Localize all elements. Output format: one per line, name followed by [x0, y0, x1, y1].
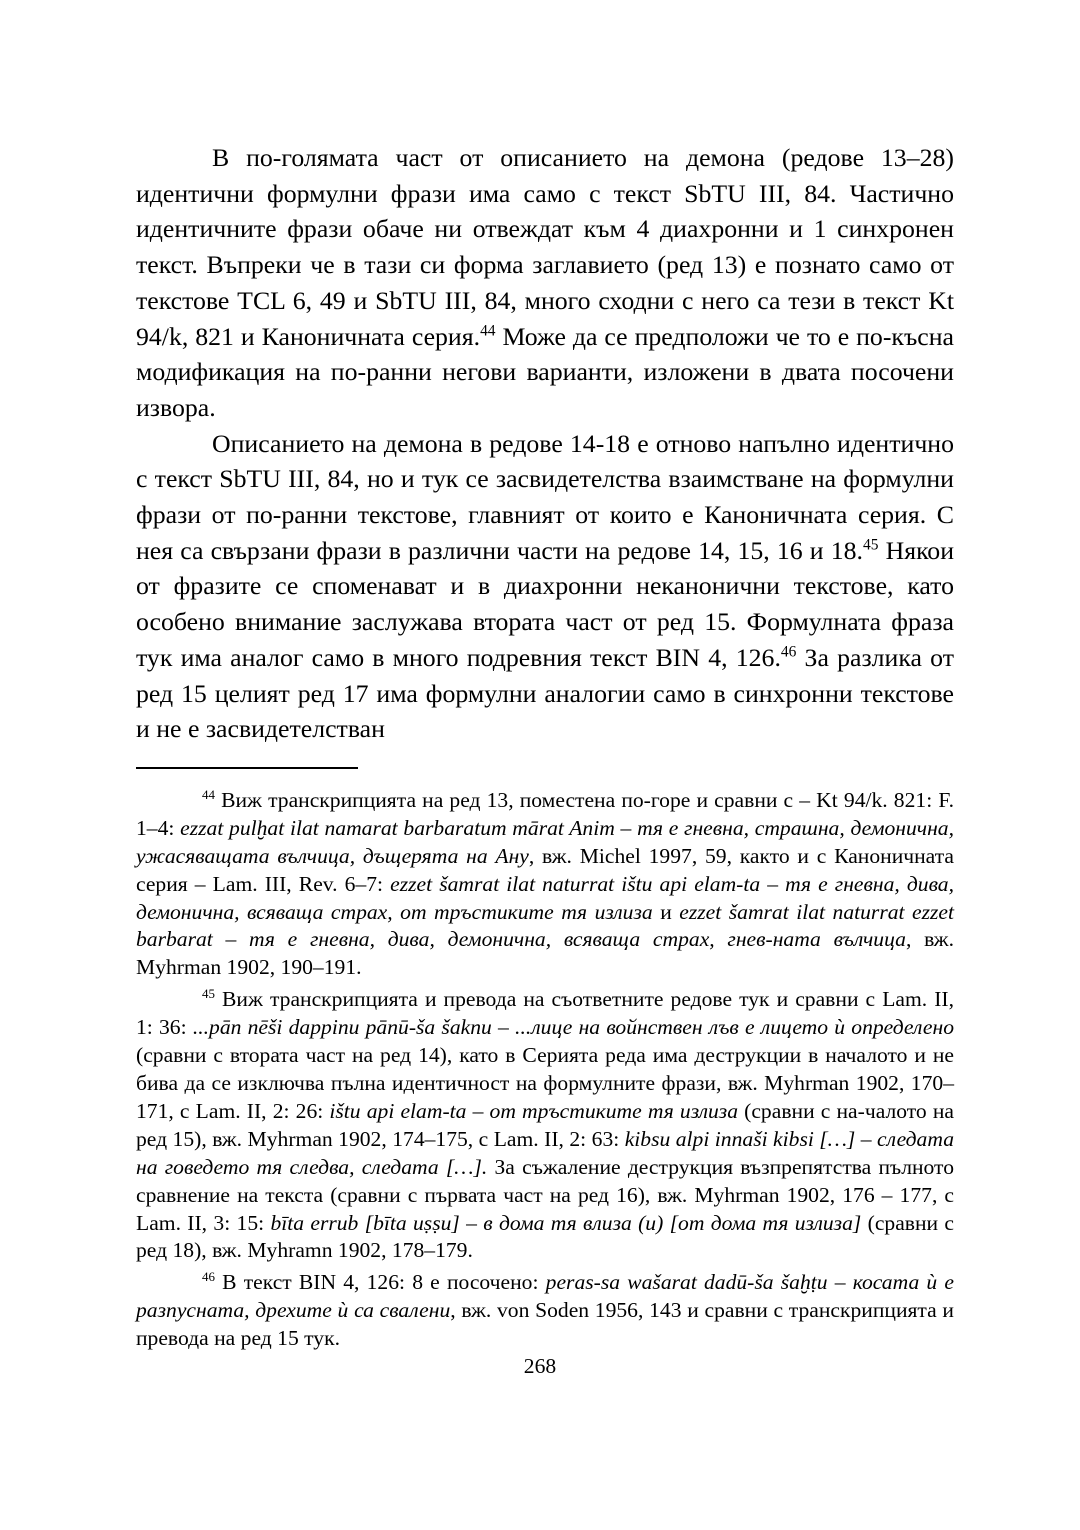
footnote-45-italic-4: bīta errub [bīta uṣṣu] – в дома тя влиза (и) [от дома тя излиза] [270, 1210, 862, 1235]
footnote-44-number: 44 [202, 786, 215, 802]
paragraph-2 [136, 426, 954, 747]
footnote-46 [136, 1269, 954, 1353]
footnote-44 [136, 787, 954, 982]
footnote-46-number: 46 [202, 1269, 215, 1285]
footnote-44-italic-1: ezzat pulḫat ilat namarat barbaratum mārat Anim – тя е гневна, страшна, демонична, ужасяващата вълчица, дъщерята на Ану [136, 815, 954, 868]
footnote-44-text-3: и [652, 899, 680, 924]
paragraph-2-text-a: Описанието на демона в редове 14-18 е отново напълно идентично с текст SbTU III, 84, но и тук се засвидетелства взаимстване на формулни фрази от по-ранни текстове, главният от които е Каноничната серия. С нея са свързани фрази в различни части на редове 14, 15, 16 и 18. [136, 428, 954, 565]
footnote-45-number: 45 [202, 986, 215, 1002]
footnote-45 [136, 986, 954, 1265]
footnote-44-italic-3: ezzet šamrat ilat naturrat ezzet barbarat – тя е гневна, дива, демонична, всяваща страх, гнев-ната вълчица [136, 899, 954, 952]
footnote-44-text-4: , вж. Myhrman 1902, 190–191. [136, 927, 954, 980]
footnote-45-text-3: (сравни с на-чалото на ред 15), вж. Myhrman 1902, 174–175, с Lam. II, 2: 63: [136, 1098, 954, 1151]
footnotes [136, 787, 954, 1353]
footnote-45-italic-2: ištu api elam-ta – от тръстиките тя излиза [329, 1098, 739, 1123]
paragraph-1-text-a: В по-голямата част от описанието на демона (редове 13–28) идентични формулни фрази има само с текст SbTU III, 84. Частично идентичните фрази обаче ни отвеждат към 4 диахронни и 1 синхронен текст. Въпреки че в тази си форма заглавието (ред 13) е познато само от текстове TCL 6, 49 и SbTU III, 84, много сходни с него са тези в текст Kt 94/k, 821 и Каноничната серия. [136, 143, 954, 351]
main-text [136, 140, 954, 747]
footnote-45-text-1: Виж транскрипцията и превода на съответните редове тук и сравни с Lam. II, 1: 36: [136, 987, 954, 1040]
page-number: 268 [523, 1354, 557, 1378]
footnote-46-text-2: , вж. von Soden 1956, 143 и сравни с транскрипцията и превода на ред 15 тук. [136, 1298, 954, 1351]
footnote-45-text-2: (сравни с втората част на ред 14), като в Серията реда има деструкции в началото и не бива да се изключва пълна идентичност на формулните фрази, вж. Myhrman 1902, 170–171, с Lam. II, 2: 26: [136, 1043, 954, 1123]
footnote-45-italic-3: kibsu alpi innaši kibsi […] – следата на говедето тя следва, следата […]. [136, 1126, 954, 1179]
footnote-ref-45[interactable]: 45 [862, 536, 879, 554]
footnote-ref-44[interactable]: 44 [480, 321, 496, 339]
footnote-46-text-1: В текст BIN 4, 126: 8 е посочено: [214, 1270, 546, 1295]
paragraph-2-text-b: Някои от фразите се споменават и в диахронни неканонични текстове, като особено внимание заслужава втората част от ред 15. Формулната фраза тук има аналог само в много подревния текст BIN 4, 126. [136, 535, 954, 672]
footnote-44-italic-2: ezzet šamrat ilat naturrat ištu api elam-ta – тя е гневна, дива, демонична, всяваща страх, от тръстиките тя излиза [136, 871, 954, 924]
paragraph-1 [136, 140, 954, 426]
paragraph-2-text-c: За разлика от ред 15 целият ред 17 има формулни аналогии само в синхронни текстове и не е засвидетелстван [136, 642, 954, 744]
footnote-46-italic-1: peras-sa wašarat dadū-ša šaḫṭu – косата ѝ е разпусната, дрехите ѝ са свалени [136, 1270, 954, 1323]
footnote-ref-46[interactable]: 46 [780, 643, 797, 661]
footnote-45-italic-1: ...pān nēši dappinu pānū-ša šaknu – ...лице на войнствен лъв е лицето ѝ определено [192, 1015, 954, 1040]
page-content [136, 140, 954, 1357]
footnote-45-text-5: (сравни с ред 18), вж. Myhramn 1902, 178–179. [136, 1210, 954, 1263]
footnote-44-text-1: Виж транскрипцията на ред 13, поместена по-горе и сравни с – Kt 94/k. 821: F. 1–4: [136, 787, 954, 840]
footnote-44-text-2: , вж. Michel 1997, 59, както и с Каноничната серия – Lam. III, Rev. 6–7: [136, 843, 954, 896]
footnote-45-text-4: За съжаление деструкция възпрепятства пълното сравнение на текста (сравни с първата част на ред 16), вж. Myhrman 1902, 176 – 177, с Lam. II, 3: 15: [136, 1154, 954, 1235]
footnote-divider [136, 767, 358, 769]
paragraph-1-text-b: Може да се предположи че то е по-късна модификация на по-ранни негови варианти, изложени в двата посочени извора. [136, 321, 954, 422]
